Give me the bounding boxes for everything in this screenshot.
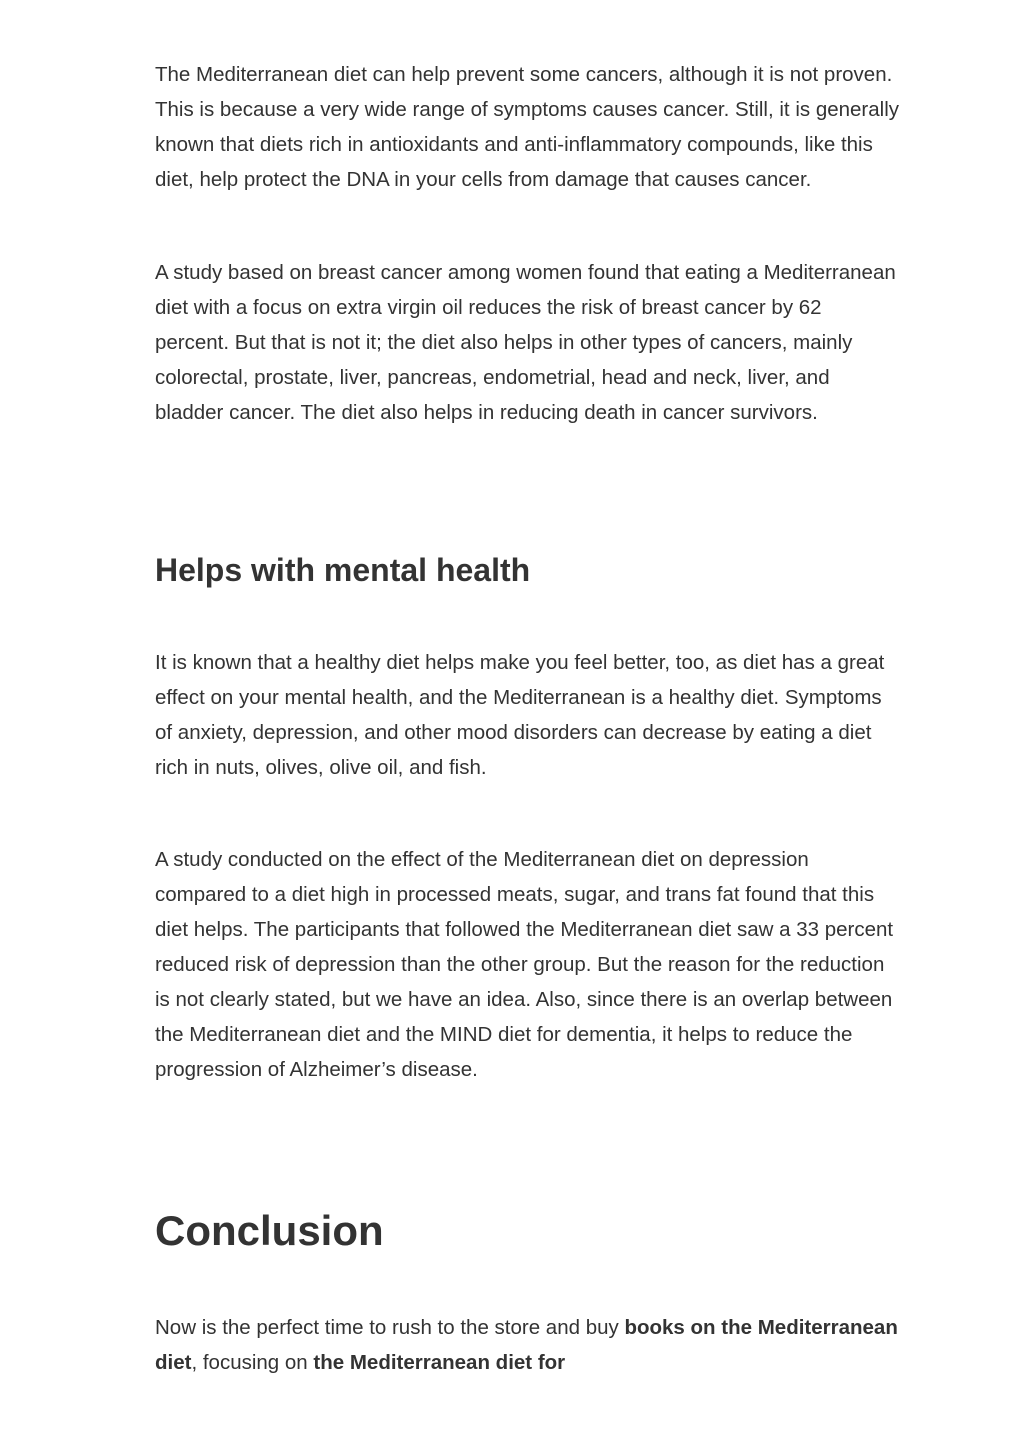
paragraph-conclusion	[155, 1310, 900, 1380]
conclusion-middle-text: , focusing on	[191, 1351, 314, 1374]
heading-conclusion: Conclusion	[155, 1207, 384, 1254]
paragraph-depression-study: A study conducted on the effect of the Mediterranean diet on depression compared to a diet high in processed meats, sugar, and trans fat found that this diet helps. The participants that followed the Mediterranean diet saw a 33 percent reduced risk of depression than the other group. But the reason for the reduction is not clearly stated, but we have an idea. Also, since there is an overlap between the Mediterranean diet and the MIND diet for dementia, it helps to reduce the progression of Alzheimer’s disease.	[155, 848, 894, 1081]
conclusion-intro-text: Now is the perfect time to rush to the store and buy	[155, 1316, 625, 1339]
conclusion-bold-text: the Mediterranean diet for	[313, 1351, 566, 1374]
paragraph-breast-cancer-study: A study based on breast cancer among women found that eating a Mediterranean diet with a focus on extra virgin oil reduces the risk of breast cancer by 62 percent. But that is not it; the diet also helps in other types of cancers, mainly colorectal, prostate, liver, pancreas, endometrial, head and neck, liver, and bladder cancer. The diet also helps in reducing death in cancer survivors.	[155, 261, 896, 424]
paragraph-cancer-prevention: The Mediterranean diet can help prevent some cancers, although it is not proven. This is because a very wide range of symptoms causes cancer. Still, it is generally known that diets rich in antioxidants and anti-inflammatory compounds, like this diet, help protect the DNA in your cells from damage that causes cancer.	[155, 63, 900, 191]
link-books-mediterranean-diet: books on the Mediterranean diet	[155, 1316, 898, 1374]
heading-mental-health: Helps with mental health	[155, 552, 531, 588]
paragraph-mental-health: It is known that a healthy diet helps make you feel better, too, as diet has a great effect on your mental health, and the Mediterranean is a healthy diet. Symptoms of anxiety, depression, and other mood disorders can decrease by eating a diet rich in nuts, olives, olive oil, and fish.	[155, 651, 885, 779]
